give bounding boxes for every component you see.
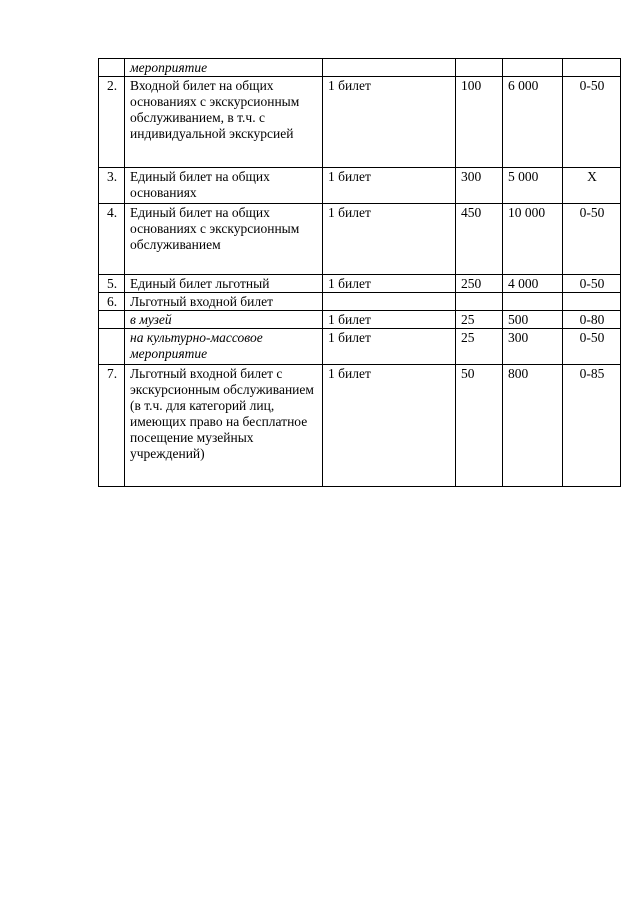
- row-number-cell: 5.: [99, 275, 125, 293]
- table-row: [99, 204, 621, 275]
- price-cell: 100: [456, 77, 503, 168]
- quantity-cell: 5 000: [503, 168, 563, 204]
- unit-cell: [323, 59, 456, 77]
- age-cell: X: [563, 168, 621, 204]
- quantity-cell: 800: [503, 365, 563, 487]
- quantity-cell: 300: [503, 329, 563, 365]
- age-cell: 0-50: [563, 275, 621, 293]
- price-cell: 50: [456, 365, 503, 487]
- age-cell: 0-85: [563, 365, 621, 487]
- category-cell: Льготный входной билет с экскурсионным обслуживанием (в т.ч. для категорий лиц, имеющих право на бесплатное посещение музейных учреждений): [125, 365, 323, 487]
- price-table: [98, 58, 621, 487]
- row-number-cell: 4.: [99, 204, 125, 275]
- row-number-cell: 6.: [99, 293, 125, 311]
- row-number-cell: [99, 329, 125, 365]
- price-cell: 450: [456, 204, 503, 275]
- age-cell: 0-50: [563, 77, 621, 168]
- price-cell: [456, 59, 503, 77]
- unit-cell: [323, 293, 456, 311]
- price-cell: 25: [456, 311, 503, 329]
- quantity-cell: 500: [503, 311, 563, 329]
- unit-cell: 1 билет: [323, 311, 456, 329]
- row-number-cell: 2.: [99, 77, 125, 168]
- age-cell: 0-80: [563, 311, 621, 329]
- price-cell: [456, 293, 503, 311]
- unit-cell: 1 билет: [323, 275, 456, 293]
- price-cell: 250: [456, 275, 503, 293]
- category-cell: на культурно-массовое мероприятие: [125, 329, 323, 365]
- quantity-cell: 10 000: [503, 204, 563, 275]
- table-row: [99, 293, 621, 311]
- unit-cell: 1 билет: [323, 168, 456, 204]
- unit-cell: 1 билет: [323, 365, 456, 487]
- category-cell: Единый билет на общих основаниях: [125, 168, 323, 204]
- age-cell: [563, 293, 621, 311]
- table-row: [99, 59, 621, 77]
- price-cell: 25: [456, 329, 503, 365]
- category-cell: Входной билет на общих основаниях с экскурсионным обслуживанием, в т.ч. с индивидуальной экскурсией: [125, 77, 323, 168]
- quantity-cell: 4 000: [503, 275, 563, 293]
- age-cell: 0-50: [563, 329, 621, 365]
- unit-cell: 1 билет: [323, 77, 456, 168]
- row-number-cell: [99, 311, 125, 329]
- category-cell: Единый билет льготный: [125, 275, 323, 293]
- row-number-cell: 7.: [99, 365, 125, 487]
- row-number-cell: 3.: [99, 168, 125, 204]
- table-row: [99, 168, 621, 204]
- table-row: [99, 365, 621, 487]
- row-number-cell: [99, 59, 125, 77]
- table-row: [99, 77, 621, 168]
- category-cell: Единый билет на общих основаниях с экскурсионным обслуживанием: [125, 204, 323, 275]
- unit-cell: 1 билет: [323, 329, 456, 365]
- unit-cell: 1 билет: [323, 204, 456, 275]
- table-row: [99, 329, 621, 365]
- category-cell: мероприятие: [125, 59, 323, 77]
- age-cell: 0-50: [563, 204, 621, 275]
- price-cell: 300: [456, 168, 503, 204]
- category-cell: Льготный входной билет: [125, 293, 323, 311]
- quantity-cell: 6 000: [503, 77, 563, 168]
- quantity-cell: [503, 293, 563, 311]
- age-cell: [563, 59, 621, 77]
- table-row: [99, 275, 621, 293]
- table-row: [99, 311, 621, 329]
- quantity-cell: [503, 59, 563, 77]
- category-cell: в музей: [125, 311, 323, 329]
